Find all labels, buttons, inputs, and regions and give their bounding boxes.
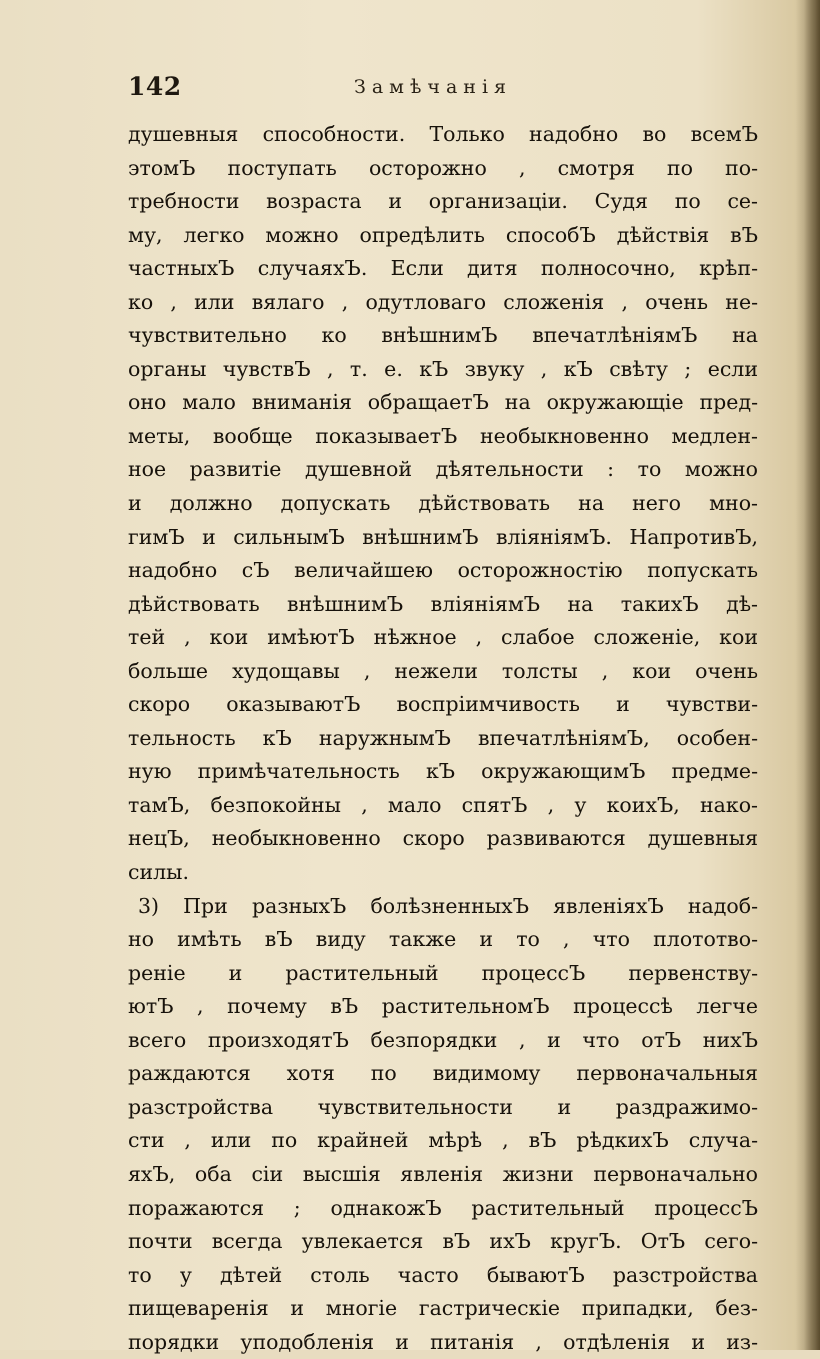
text-line: но имѣть вЪ виду также и то , что плототво- [128,927,758,952]
text-line: этомЪ поступать осторожно , смотря по по- [128,155,758,180]
text-line: силы. [128,860,189,885]
text-line: надобно сЪ величайшею осторожностію попускать [128,558,758,583]
text-line: реніе и растительный процессЪ первенству- [128,960,758,985]
text-line: сти , или по крайней мѣрѣ , вЪ рѣдкихЪ случа- [128,1128,758,1153]
text-line: разстройства чувствительности и раздражимо- [128,1094,758,1119]
text-line: органы чувствЪ , т. е. кЪ звуку , кЪ свѣту ; если [128,356,758,381]
running-head: Замѣчанія [354,76,513,98]
text-line: ютЪ , почему вЪ растительномЪ процессѣ легче [128,994,758,1019]
text-line: ное развитіе душевной дѣятельности : то можно [128,457,758,482]
text-line: дѣйствовать внѣшнимЪ вліяніямЪ на такихЪ дѣ- [128,591,758,616]
page-edge-shadow [804,0,820,1350]
page-number: 142 [128,72,182,101]
text-line: ко , или вялаго , одутловаго сложенія , очень не- [128,289,758,314]
text-line: оно мало вниманія обращаетЪ на окружающіе пред- [128,390,758,415]
text-line: меты, вообще показываетЪ необыкновенно медлен- [128,423,758,448]
text-line: гимЪ и сильнымЪ внѣшнимЪ вліяніямЪ. НапротивЪ, [128,524,758,549]
text-line: нецЪ, необыкновенно скоро развиваются душевныя [128,826,758,851]
page-header [128,72,758,108]
text-line: душевныя способности. Только надобно во всемЪ [128,122,758,146]
text-line: скоро оказываютЪ воспріимчивость и чувстви- [128,692,758,717]
text-line: то у дѣтей столь часто бываютЪ разстройства [128,1262,758,1287]
text-line: тей , кои имѣютЪ нѣжное , слабое сложеніе, кои [128,625,758,650]
body-text [128,118,758,1359]
text-line: требности возраста и организаціи. Судя по се- [128,189,758,214]
text-line: порядки уподобленія и питанія , отдѣленія и из- [128,1329,758,1354]
text-line: пищеваренія и многіе гастрическіе припадки, без- [128,1296,758,1321]
text-line: раждаются хотя по видимому первоначальныя [128,1061,758,1086]
text-line: почти всегда увлекается вЪ ихЪ кругЪ. ОтЪ сего- [128,1229,758,1254]
text-line: поражаются ; однакожЪ растительный процессЪ [128,1195,758,1220]
text-line: 3) При разныхЪ болѣзненныхЪ явленіяхЪ надоб- [138,893,758,918]
text-line: частныхЪ случаяхЪ. Если дитя полносочно, крѣп- [128,256,758,281]
text-line: тельность кЪ наружнымЪ впечатлѣніямЪ, особен- [128,725,758,750]
text-line: му, легко можно опредѣлить способЪ дѣйствія вЪ [128,222,758,247]
text-line: чувствительно ко внѣшнимЪ впечатлѣніямЪ на [128,323,758,348]
text-line: всего произходятЪ безпорядки , и что отЪ нихЪ [128,1027,758,1052]
text-line: тамЪ, безпокойны , мало спятЪ , у коихЪ, нако- [128,792,758,817]
text-line: ную примѣчательность кЪ окружающимЪ предме- [128,759,758,784]
text-line: больше худощавы , нежели толсты , кои очень [128,658,758,683]
text-line: яхЪ, оба сіи высшія явленія жизни первоначально [128,1161,758,1186]
text-line: и должно допускать дѣйствовать на него мно- [128,491,758,516]
